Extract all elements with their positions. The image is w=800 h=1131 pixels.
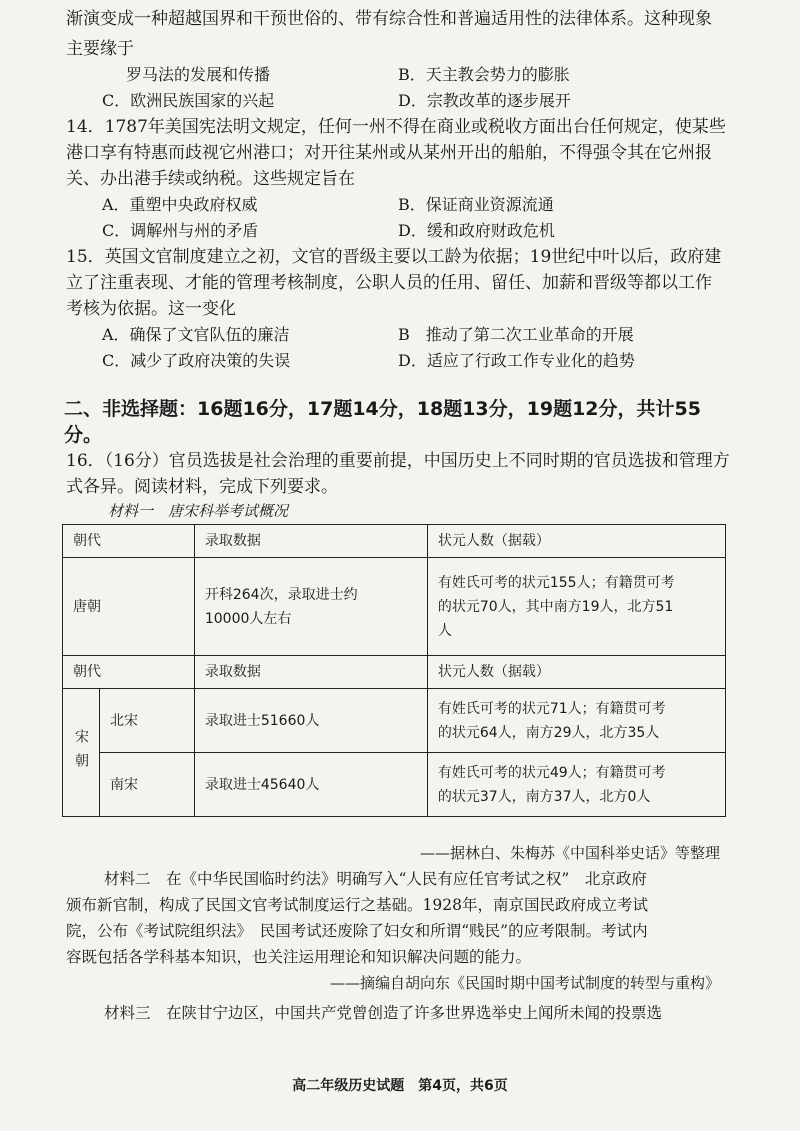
beisong-name-cell: 北宋 (100, 689, 195, 753)
header2-data: 录取数据 (194, 656, 427, 689)
q15-option-a: A．确保了文官队伍的廉洁 (102, 325, 290, 344)
q14-option-c: C．调解州与州的矛盾 (102, 221, 259, 240)
tang-zy-line1: 有姓氏可考的状元155人；有籍贯可考 (437, 574, 675, 591)
q14-stem-line1: 14．1787年美国宪法明文规定，任何一州不得在商业或税收方面出台任何规定，使某些 (66, 117, 726, 137)
q15-option-b: B 推动了第二次工业革命的开展 (398, 325, 634, 344)
section2-title-line1: 二、非选择题：16题16分，17题14分，18题13分，19题12分，共计55 (64, 398, 701, 420)
beisong-data-cell: 录取进士51660人 (194, 689, 427, 753)
q13-option-c: C．欧洲民族国家的兴起 (102, 91, 275, 110)
table-row-tang (63, 558, 726, 656)
q15-option-c: C．减少了政府决策的失误 (102, 351, 291, 370)
material2-line4: 容既包括各学科基本知识，也关注运用理论和知识解决问题的能力。 (66, 948, 532, 966)
nansong-zhuangyuan-cell (427, 753, 725, 817)
q14-stem-line3: 关、办出港手续或纳税。这些规定旨在 (66, 169, 355, 189)
q13-option-d: D．宗教改革的逐步展开 (398, 91, 571, 110)
q14-stem-line2: 港口享有特惠而歧视它州港口；对开往某州或从某州开出的船舶，不得强令其在它州报 (66, 143, 712, 163)
table-header-row-2 (63, 656, 726, 689)
tang-data-line2: 10000人左右 (204, 610, 292, 627)
q14-option-d: D．缓和政府财政危机 (398, 221, 555, 240)
header-data: 录取数据 (194, 525, 427, 558)
table-row-nansong (63, 753, 726, 817)
q13-stem-line1: 渐演变成一种超越国界和干预世俗的、带有综合性和普遍适用性的法律体系。这种现象 (66, 9, 712, 29)
header2-zhuangyuan: 状元人数（据载） (427, 656, 725, 689)
tang-data-line1: 开科264次，录取进士约 (204, 586, 358, 603)
material3-line1: 材料三 在陕甘宁边区，中国共产党曾创造了许多世界选举史上闻所未闻的投票选 (104, 1004, 663, 1022)
material1-caption: 材料一 唐宋科举考试概况 (108, 502, 289, 520)
material2-line3: 院，公布《考试院组织法》 民国考试还废除了妇女和所谓“贱民”的应考限制。考试内 (66, 922, 648, 940)
tang-zy-line2: 的状元70人，其中南方19人，北方51 (437, 598, 674, 615)
nansong-zy-line1: 有姓氏可考的状元49人；有籍贯可考 (437, 764, 666, 781)
tang-zy-line3: 人 (437, 622, 452, 639)
table-header-row (63, 525, 726, 558)
material2-line2: 颁布新官制，构成了民国文官考试制度运行之基础。1928年，南京国民政府成立考试 (66, 896, 648, 914)
nansong-data-cell: 录取进士45640人 (194, 753, 427, 817)
q16-stem-line1: 16．（16分）官员选拔是社会治理的重要前提，中国历史上不同时期的官员选拔和管理方 (66, 451, 730, 471)
tang-data-cell (194, 558, 427, 656)
q13-option-b: B．天主教会势力的膨胀 (398, 65, 570, 84)
q16-stem-line2: 式各异。阅读材料，完成下列要求。 (66, 477, 338, 497)
keju-table (62, 524, 726, 817)
page-footer: 高二年级历史试题 第4页，共6页 (292, 1078, 508, 1094)
table-row-beisong (63, 689, 726, 753)
beisong-zy-line1: 有姓氏可考的状元71人；有籍贯可考 (437, 700, 666, 717)
q14-option-a: A．重塑中央政府权威 (102, 195, 258, 214)
nansong-zy-line2: 的状元37人，南方37人，北方0人 (437, 788, 651, 805)
nansong-name-cell: 南宋 (100, 753, 195, 817)
header-zhuangyuan: 状元人数（据载） (427, 525, 725, 558)
section2-title-line2: 分。 (64, 424, 103, 446)
beisong-zy-line2: 的状元64人，南方29人，北方35人 (437, 724, 660, 741)
header2-dynasty: 朝代 (63, 656, 195, 689)
header-dynasty: 朝代 (63, 525, 195, 558)
q13-stem-line2: 主要缘于 (66, 39, 134, 59)
beisong-zhuangyuan-cell (427, 689, 725, 753)
q15-option-d: D．适应了行政工作专业化的趋势 (398, 351, 635, 370)
material2-source: ——摘编自胡向东《民国时期中国考试制度的转型与重构》 (329, 974, 720, 992)
q14-option-b: B．保证商业资源流通 (398, 195, 554, 214)
tang-zhuangyuan-cell (427, 558, 725, 656)
material2-line1: 材料二 在《中华民国临时约法》明确写入“人民有应任官考试之权” 北京政府 (104, 870, 647, 888)
q15-stem-line2: 立了注重表现、才能的管理考核制度，公职人员的任用、留任、加薪和晋级等都以工作 (66, 273, 712, 293)
q15-stem-line3: 考核为依据。这一变化 (66, 299, 236, 319)
tang-dynasty-cell: 唐朝 (63, 558, 195, 656)
material1-source: ——据林白、朱梅苏《中国科举史话》等整理 (419, 844, 720, 862)
q13-option-a: 罗马法的发展和传播 (126, 65, 271, 84)
song-dynasty-cell: 宋朝 (63, 689, 100, 817)
q15-stem-line1: 15．英国文官制度建立之初，文官的晋级主要以工龄为依据；19世纪中叶以后，政府建 (66, 247, 722, 267)
